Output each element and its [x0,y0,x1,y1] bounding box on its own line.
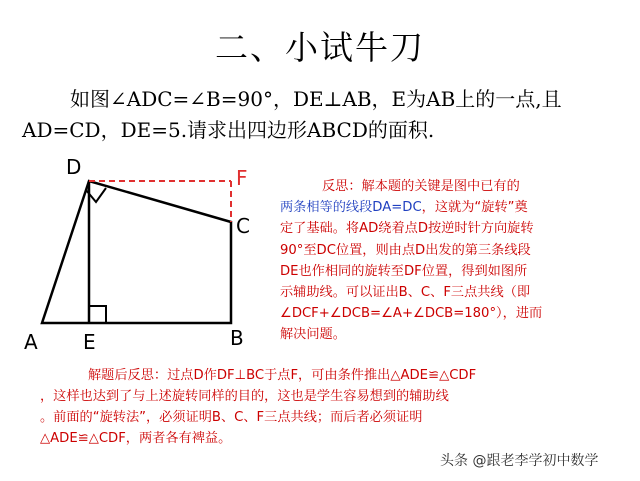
problem-line-2: AD=CD，DE=5.请求出四边形ABCD的面积. [22,118,435,142]
equal-segments-highlight: 两条相等的线段DA=DC [280,200,422,216]
label-a: A [24,330,38,354]
reflection-line: DE也作相同的旋转至DF位置，得到如图所 [280,263,528,279]
label-b: B [230,326,244,350]
right-angle-e [89,306,106,323]
post-solution-reflection [40,365,630,449]
reflection-line: 反思：解本题的关键是图中已有的 [322,179,520,194]
label-d: D [66,155,82,179]
watermark [440,450,598,470]
right-angle-d [86,188,106,202]
after-line: 解题后反思：过点D作DF⊥BC于点F，可由条件推出△ADE≌△CDF [88,368,477,383]
reflection-line: 解决问题。 [280,327,346,343]
reflection-line: 两条相等的线段DA=DC，这就为“旋转”奠 [280,200,528,216]
after-line: 。前面的“旋转法”，必须证明B、C、F三点共线；而后者必须证明 [40,410,423,425]
label-c: C [236,214,250,238]
reflection-line: 示辅助线。可以证出B、C、F三点共线（即 [280,285,531,301]
reflection-line: 定了基础。将AD绕着点D按逆时针方向旋转 [280,221,534,237]
reflection-text [280,176,620,346]
reflection-line: ∠DCF+∠DCB=∠A+∠DCB=180°），进而 [280,306,543,322]
watermark-text: 头条 @跟老李学初中数学 [440,453,599,469]
problem-statement [22,84,632,146]
problem-line-1: 如图∠ADC=∠B=90°，DE⊥AB，E为AB上的一点,且 [70,87,562,111]
slide-title: 二、小试牛刀 [215,28,425,67]
quadrilateral-abcd [42,181,231,323]
label-f: F [236,166,248,190]
label-e: E [83,330,96,354]
after-line: ，这样也达到了与上述旋转同样的目的，这也是学生容易想到的辅助线 [40,389,449,404]
after-line: △ADE≌△CDF，两者各有裨益。 [40,431,232,446]
reflection-line: 90°至DC位置，则由点D出发的第三条线段 [280,242,531,258]
